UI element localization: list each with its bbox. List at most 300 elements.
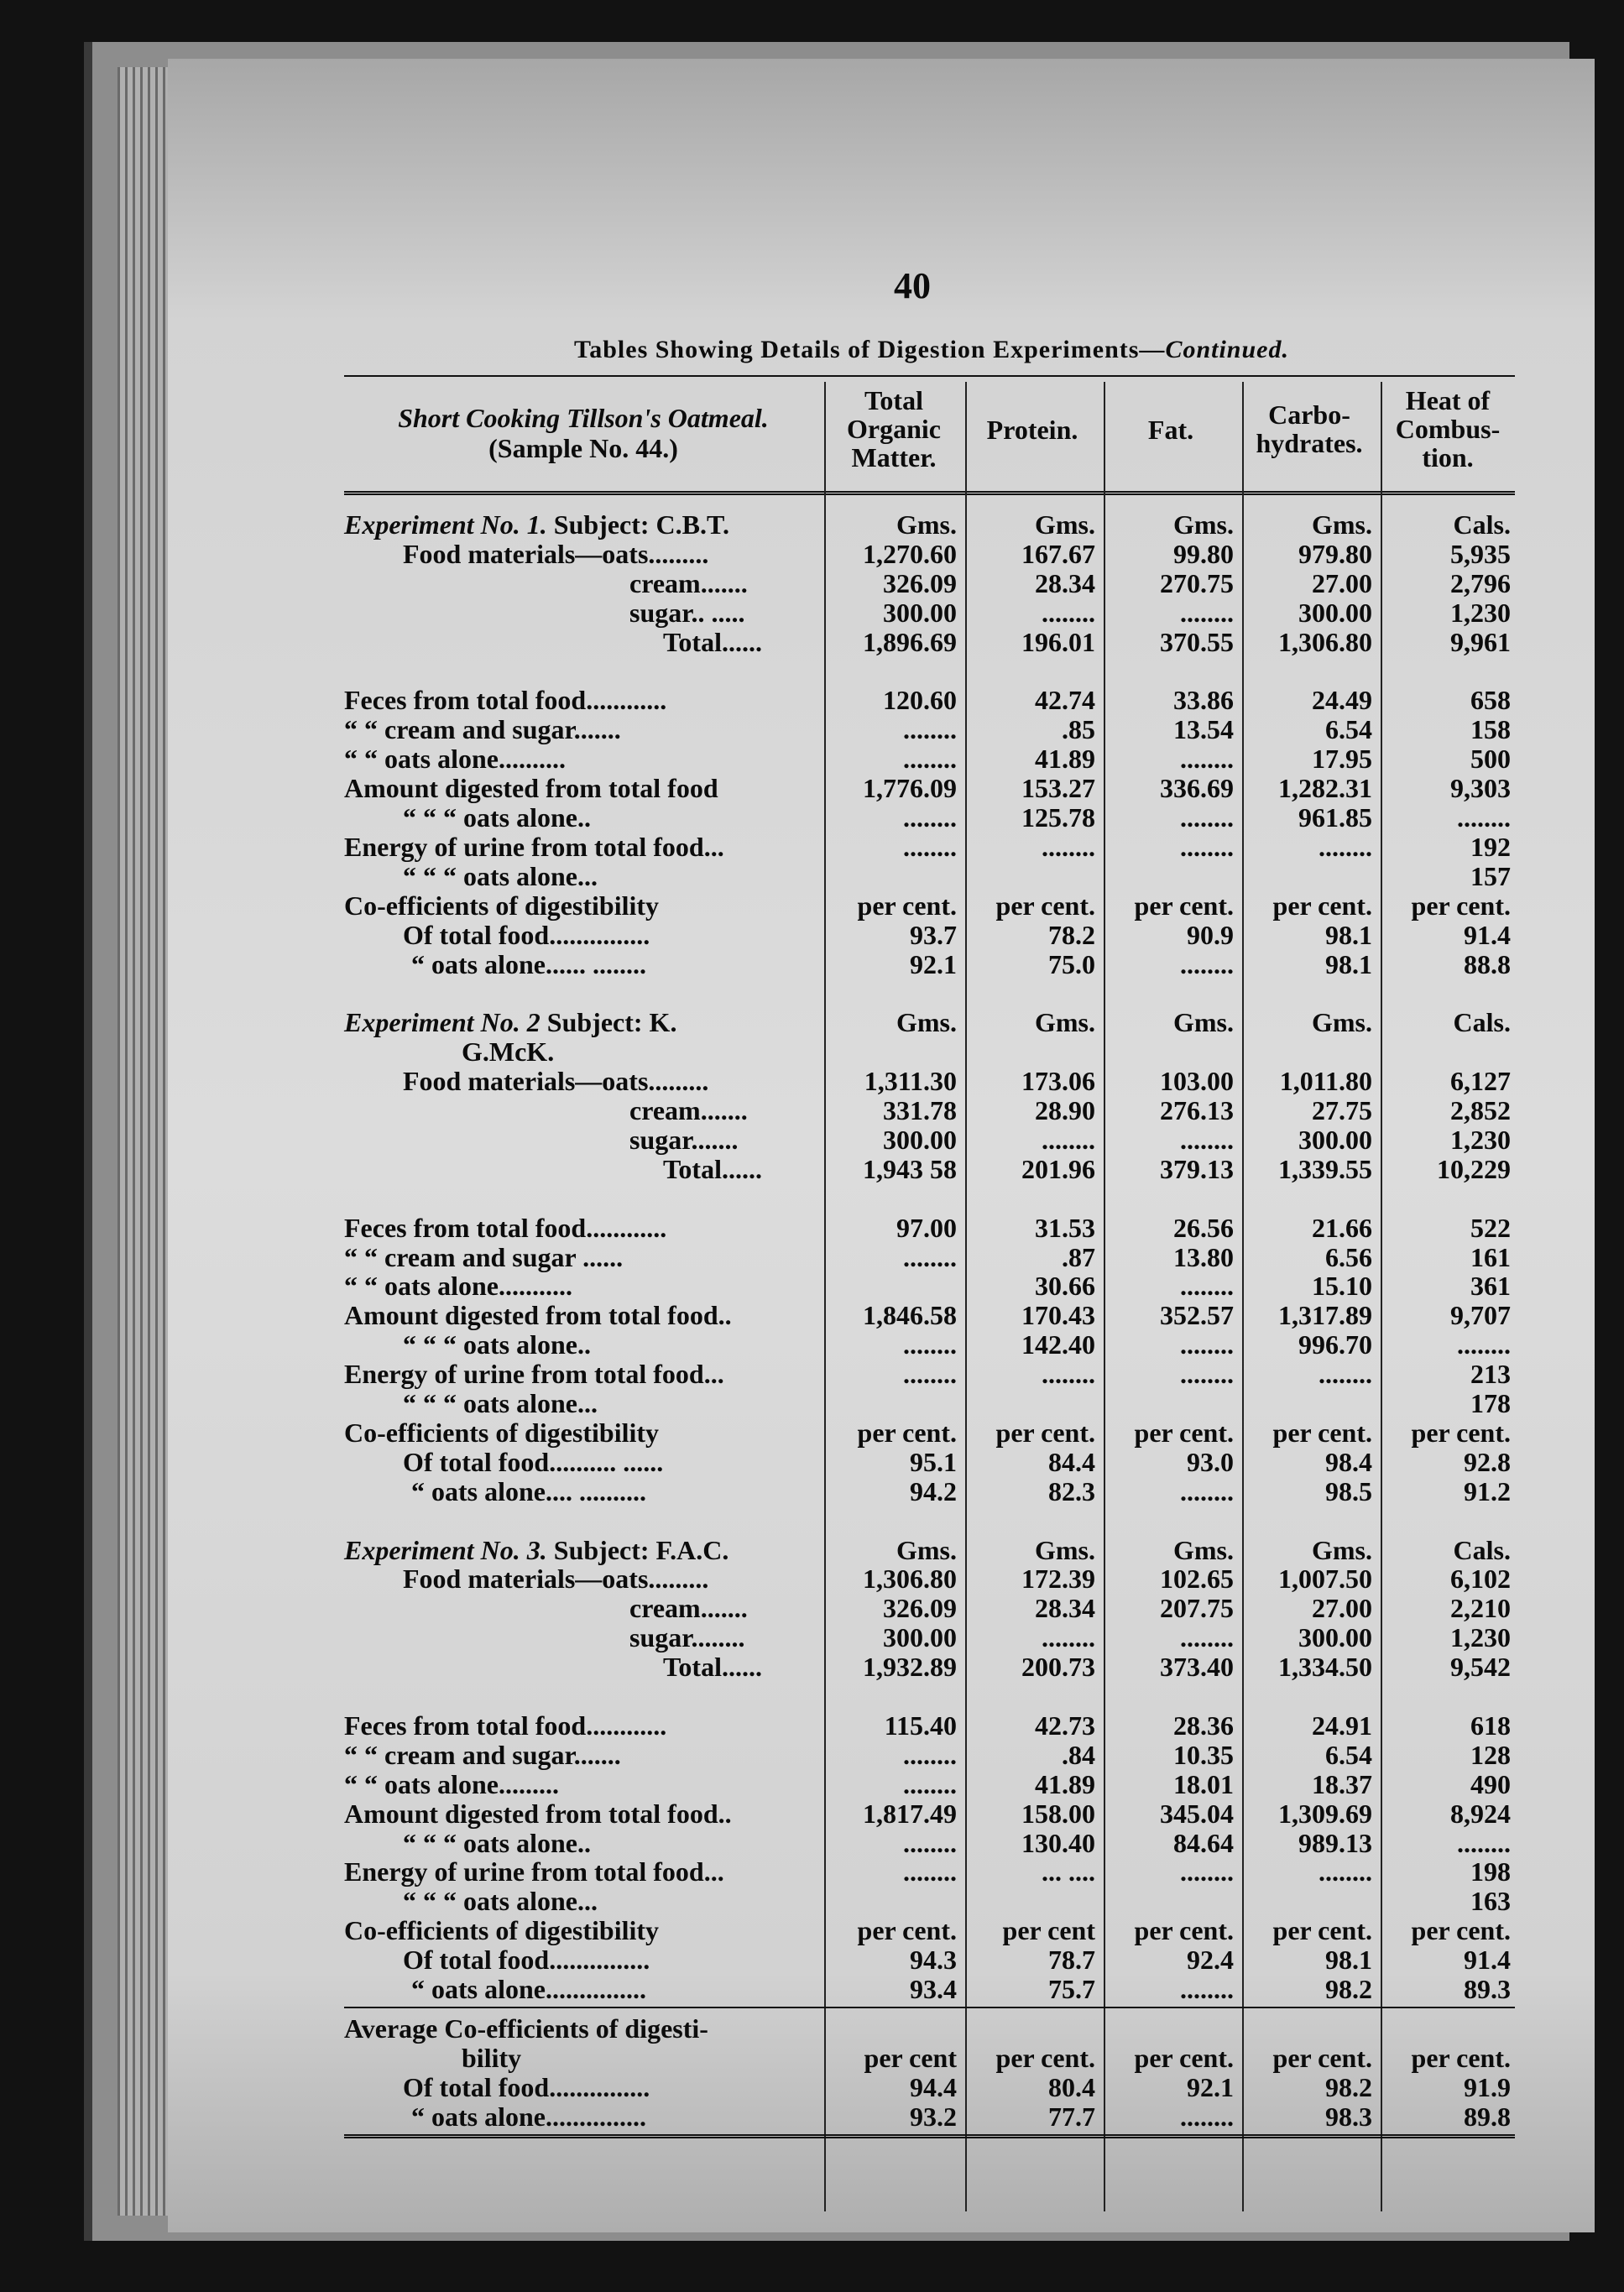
table-cell: 18.37: [1312, 1768, 1372, 1799]
table-cell: 270.75: [1160, 567, 1234, 598]
table-cell: per cent.: [995, 2042, 1095, 2073]
row-label: Average Co-efficients of digesti-: [344, 2013, 708, 2044]
table-cell: ........: [1180, 948, 1234, 979]
table-cell: ........: [1180, 1475, 1234, 1506]
table-row: [344, 1447, 1519, 1475]
table-cell: per cent.: [995, 890, 1095, 921]
table-cell: ........: [1180, 1329, 1234, 1360]
table-cell: ........: [903, 1739, 957, 1770]
table-cell: 75.7: [1048, 1974, 1095, 2004]
table-cell: 88.8: [1464, 948, 1511, 979]
table-cell: .85: [1062, 714, 1095, 745]
table-cell: 1,230: [1450, 1124, 1511, 1155]
table-cell: 93.7: [910, 919, 957, 950]
table-cell: 200.73: [1021, 1652, 1095, 1683]
table-cell: 158.00: [1021, 1798, 1095, 1829]
table-row: [344, 832, 1519, 860]
table-row: [344, 1945, 1519, 1976]
table-row: [344, 1388, 1519, 1417]
table-row: [344, 1417, 1519, 1446]
table-row: [344, 568, 1519, 597]
table-cell: 28.90: [1035, 1095, 1095, 1125]
table-cell: 379.13: [1160, 1153, 1234, 1184]
table-row: [344, 685, 1519, 716]
row-label: Energy of urine from total food...: [344, 1359, 724, 1390]
table-cell: 24.49: [1312, 685, 1372, 716]
table-cell: per cent.: [857, 890, 957, 921]
table-cell: 979.80: [1298, 538, 1372, 569]
table-cell: 98.1: [1325, 919, 1372, 950]
table-cell: 618: [1470, 1710, 1511, 1741]
row-label: “ “ oats alone..........: [344, 744, 566, 775]
table-cell: 1,011.80: [1279, 1066, 1372, 1097]
table-cell: 157: [1470, 860, 1511, 891]
table-cell: 91.2: [1464, 1475, 1511, 1506]
table-row: [344, 890, 1519, 919]
table-cell: per cent.: [1411, 2042, 1511, 2073]
table-cell: 27.00: [1312, 1593, 1372, 1624]
table-cell: 1,230: [1450, 597, 1511, 628]
table-cell: 41.89: [1035, 744, 1095, 775]
table-cell: 42.73: [1035, 1710, 1095, 1741]
table-cell: 1,306.80: [863, 1564, 957, 1595]
table-cell: per cent: [864, 2042, 957, 2073]
table-cell: 115.40: [884, 1710, 957, 1741]
row-label: Feces from total food............: [344, 685, 667, 716]
row-label: Total......: [663, 1153, 762, 1184]
row-label: bility: [462, 2042, 522, 2073]
table-row: [344, 861, 1519, 890]
table-cell: ........: [1180, 1124, 1234, 1155]
row-label: “ “ oats alone...........: [344, 1271, 572, 1302]
table-cell: 28.34: [1035, 567, 1095, 598]
table-cell: ........: [903, 831, 957, 862]
caption-continued: Continued.: [1165, 336, 1289, 363]
table-cell: 158: [1470, 714, 1511, 745]
average-heading: [344, 2043, 1519, 2071]
table-cell: 331.78: [883, 1095, 957, 1125]
table-cell: ........: [903, 1241, 957, 1272]
table-cell: per cent.: [1272, 1417, 1372, 1448]
average-heading: [344, 2013, 1519, 2042]
table-cell: 196.01: [1021, 626, 1095, 657]
table-cell: 98.2: [1325, 1974, 1372, 2004]
table-cell: 10.35: [1173, 1739, 1234, 1770]
table-cell: per cent.: [1272, 1915, 1372, 1946]
table-cell: ... ....: [1042, 1856, 1095, 1887]
table-cell: 13.80: [1173, 1241, 1234, 1272]
table-cell: 75.0: [1048, 948, 1095, 979]
table-cell: 167.67: [1021, 538, 1095, 569]
table-cell: per cent.: [1134, 1915, 1234, 1946]
page-edges: [117, 67, 168, 2216]
table-row: [344, 1799, 1519, 1827]
table-cell: per cent.: [1411, 1417, 1511, 1448]
table-cell: 1,282.31: [1278, 773, 1372, 804]
table-cell: 6,127: [1450, 1066, 1511, 1097]
table-row: [344, 1769, 1519, 1798]
table-row: [344, 1007, 1519, 1036]
table-row: [344, 1183, 1519, 1212]
table-cell: 84.64: [1173, 1827, 1234, 1858]
table-cell: ........: [1319, 1359, 1372, 1390]
table-cell: ........: [903, 1827, 957, 1858]
table-cell: 9,303: [1450, 773, 1511, 804]
table-cell: 1,309.69: [1278, 1798, 1372, 1829]
column-header-protein: Protein.: [986, 415, 1078, 445]
table-cell: 173.06: [1021, 1066, 1095, 1097]
table-cell: ........: [1180, 1622, 1234, 1653]
table-cell: Gms.: [1312, 509, 1372, 540]
row-label: “ “ “ oats alone...: [403, 1388, 598, 1418]
table-cell: 161: [1470, 1241, 1511, 1272]
table-cell: 91.4: [1464, 1945, 1511, 1976]
table-cell: 300.00: [1298, 1124, 1372, 1155]
table-cell: 345.04: [1160, 1798, 1234, 1829]
table-row: [344, 1242, 1519, 1271]
average-oats-row: [344, 2101, 1519, 2130]
row-label: “ oats alone...............: [411, 1974, 646, 2004]
table-cell: 99.80: [1173, 538, 1234, 569]
table-cell: 352.57: [1160, 1300, 1234, 1331]
table-cell: 9,961: [1450, 626, 1511, 657]
table-cell: 300.00: [883, 1124, 957, 1155]
table-cell: ........: [1180, 1271, 1234, 1302]
sample-name: Short Cooking Tillson's Oatmeal.: [398, 403, 769, 433]
table-end-rule: [344, 2134, 1515, 2138]
row-label: Total......: [663, 1652, 762, 1683]
table-cell: 1,339.55: [1278, 1153, 1372, 1184]
row-label: “ “ cream and sugar.......: [344, 714, 621, 745]
table-cell: 178: [1470, 1388, 1511, 1418]
table-cell: 326.09: [883, 1593, 957, 1624]
table-cell: 27.00: [1312, 567, 1372, 598]
table-cell: 5,935: [1450, 538, 1511, 569]
table-cell: 1,932.89: [863, 1652, 957, 1683]
table-cell: 92.1: [910, 948, 957, 979]
table-cell: 1,311.30: [864, 1066, 957, 1097]
row-label: sugar........: [629, 1622, 745, 1653]
table-cell: Gms.: [1312, 1007, 1372, 1038]
row-label: “ oats alone...... ........: [411, 948, 646, 979]
table-cell: Gms.: [896, 1007, 957, 1038]
table-cell: 2,852: [1450, 1095, 1511, 1125]
table-cell: 300.00: [883, 1622, 957, 1653]
table-cell: 89.8: [1464, 2101, 1511, 2132]
column-header-fat: Fat.: [1147, 415, 1194, 445]
table-cell: 98.5: [1325, 1475, 1372, 1506]
table-cell: 658: [1470, 685, 1511, 716]
table-cell: 13.54: [1173, 714, 1234, 745]
average-rule: [344, 2007, 1515, 2008]
table-cell: ........: [903, 1329, 957, 1360]
table-cell: Gms.: [1173, 1007, 1234, 1038]
table-cell: 9,542: [1450, 1652, 1511, 1683]
table-cell: Gms.: [1035, 1534, 1095, 1565]
table-cell: 102.65: [1160, 1564, 1234, 1595]
table-cell: 26.56: [1173, 1212, 1234, 1243]
table-row: [344, 1681, 1519, 1710]
row-label: Total......: [663, 626, 762, 657]
row-label: Of total food...............: [403, 2071, 650, 2102]
table-cell: ........: [1319, 831, 1372, 862]
table-cell: 93.0: [1187, 1446, 1234, 1477]
table-cell: 92.4: [1187, 1945, 1234, 1976]
table-row: [344, 1125, 1519, 1153]
table-cell: ........: [903, 802, 957, 833]
table-row: [344, 1710, 1519, 1739]
table-cell: 98.3: [1325, 2101, 1372, 2132]
average-total-row: [344, 2072, 1519, 2101]
row-label: sugar.. .....: [629, 597, 745, 628]
table-cell: 91.4: [1464, 919, 1511, 950]
table-row: [344, 1213, 1519, 1241]
table-cell: Gms.: [1173, 509, 1234, 540]
table-row: [344, 978, 1519, 1006]
table-row: [344, 714, 1519, 743]
row-label: “ oats alone.... ..........: [411, 1475, 646, 1506]
table-cell: Gms.: [896, 509, 957, 540]
table-cell: per cent.: [1272, 890, 1372, 921]
table-cell: ........: [1042, 831, 1095, 862]
table-cell: Cals.: [1453, 509, 1511, 540]
table-row: [344, 1329, 1519, 1358]
table-cell: 84.4: [1048, 1446, 1095, 1477]
table-row: [344, 1300, 1519, 1329]
table-row: [344, 1915, 1519, 1944]
row-label: Amount digested from total food..: [344, 1798, 732, 1829]
row-label: Of total food...............: [403, 1945, 650, 1976]
table-cell: 192: [1470, 831, 1511, 862]
table-cell: ........: [1042, 1359, 1095, 1390]
table-row: [344, 1036, 1519, 1068]
sample-title: [344, 403, 822, 463]
row-label: G.McK.: [462, 1036, 555, 1068]
column-header-carbohydrates: Carbo- hydrates.: [1256, 399, 1363, 458]
table-row: [344, 509, 1519, 538]
table-cell: 92.1: [1187, 2071, 1234, 2102]
table-cell: 153.27: [1021, 773, 1095, 804]
table-row: [344, 1622, 1519, 1651]
row-label: “ “ oats alone.........: [344, 1768, 559, 1799]
row-label: Co-efficients of digestibility: [344, 1915, 660, 1946]
table-row: [344, 1828, 1519, 1856]
row-label: cream.......: [629, 1593, 748, 1624]
table-cell: ........: [1042, 597, 1095, 628]
table-cell: 18.01: [1173, 1768, 1234, 1799]
row-label: Experiment No. 2 Subject: K.: [344, 1007, 677, 1038]
table-cell: 6.54: [1325, 1739, 1372, 1770]
table-cell: 77.7: [1048, 2101, 1095, 2132]
table-caption: [344, 336, 1519, 364]
table-row: [344, 1271, 1519, 1302]
table-cell: Gms.: [1312, 1534, 1372, 1565]
table-cell: 1,896.69: [863, 626, 957, 657]
table-cell: ........: [1180, 1359, 1234, 1390]
table-cell: 98.1: [1325, 948, 1372, 979]
table-cell: 6.56: [1325, 1241, 1372, 1272]
table-row: [344, 1652, 1519, 1683]
row-label: Amount digested from total food..: [344, 1300, 732, 1331]
row-label: Amount digested from total food: [344, 773, 718, 804]
table-cell: 94.2: [910, 1475, 957, 1506]
table-row: [344, 802, 1519, 831]
table-cell: 78.7: [1048, 1945, 1095, 1976]
table-cell: Cals.: [1453, 1007, 1511, 1038]
table-cell: 170.43: [1021, 1300, 1095, 1331]
table-cell: per cent.: [1272, 2042, 1372, 2073]
table-cell: ........: [903, 744, 957, 775]
table-cell: 172.39: [1021, 1564, 1095, 1595]
table-cell: 1,270.60: [863, 538, 957, 569]
table-cell: ........: [1457, 1329, 1511, 1360]
table-row: [344, 1359, 1519, 1390]
table-cell: 125.78: [1021, 802, 1095, 833]
table-row: [344, 1476, 1519, 1505]
table-cell: 30.66: [1035, 1271, 1095, 1302]
table-row: [344, 773, 1519, 804]
table-cell: 103.00: [1160, 1066, 1234, 1097]
row-label: Experiment No. 1. Subject: C.B.T.: [344, 509, 729, 540]
table-cell: 98.2: [1325, 2071, 1372, 2102]
table-row: [344, 1066, 1519, 1097]
table-cell: 128: [1470, 1739, 1511, 1770]
row-label: Food materials—oats.........: [403, 538, 709, 569]
table-cell: 15.10: [1312, 1271, 1372, 1302]
table-cell: ........: [1457, 802, 1511, 833]
table-cell: 2,796: [1450, 567, 1511, 598]
row-label: Feces from total food............: [344, 1212, 667, 1243]
table-row: [344, 1095, 1519, 1124]
table-row: [344, 1564, 1519, 1595]
table-cell: 6.54: [1325, 714, 1372, 745]
header-top-rule: [344, 375, 1515, 377]
row-label: Co-efficients of digestibility: [344, 890, 660, 921]
table-row: [344, 598, 1519, 626]
table-cell: ........: [1180, 802, 1234, 833]
table-cell: ........: [1180, 1974, 1234, 2004]
table-cell: 207.75: [1160, 1593, 1234, 1624]
table-cell: 90.9: [1187, 919, 1234, 950]
table-cell: 93.4: [910, 1974, 957, 2004]
table-cell: 91.9: [1464, 2071, 1511, 2102]
column-header-heat-of-combustion: Heat of Combus- tion.: [1395, 385, 1501, 472]
table-cell: 1,846.58: [863, 1300, 957, 1331]
table-cell: 336.69: [1160, 773, 1234, 804]
table-cell: 10,229: [1437, 1153, 1511, 1184]
table-cell: 41.89: [1035, 1768, 1095, 1799]
table-cell: 92.8: [1464, 1446, 1511, 1477]
table-cell: ........: [1180, 597, 1234, 628]
table-cell: 8,924: [1450, 1798, 1511, 1829]
table-row: [344, 1740, 1519, 1768]
table-cell: 1,306.80: [1278, 626, 1372, 657]
column-header-organic-matter: Total Organic Matter.: [847, 385, 941, 472]
table-row: [344, 627, 1519, 655]
table-cell: Gms.: [896, 1534, 957, 1565]
table-cell: 31.53: [1035, 1212, 1095, 1243]
row-label: “ “ cream and sugar ......: [344, 1241, 624, 1272]
table-cell: 27.75: [1312, 1095, 1372, 1125]
table-cell: 130.40: [1021, 1827, 1095, 1858]
table-row: [344, 920, 1519, 948]
table-cell: ........: [1180, 744, 1234, 775]
row-label: “ “ “ oats alone..: [403, 1329, 591, 1360]
page-number: 40: [894, 265, 931, 306]
table-cell: 6,102: [1450, 1564, 1511, 1595]
row-label: Energy of urine from total food...: [344, 1856, 724, 1887]
table-cell: 522: [1470, 1212, 1511, 1243]
table-cell: Gms.: [1035, 509, 1095, 540]
table-cell: 93.2: [910, 2101, 957, 2132]
table-row: [344, 1154, 1519, 1183]
table-cell: 97.00: [896, 1212, 957, 1243]
table-cell: 1,007.50: [1278, 1564, 1372, 1595]
row-label: “ “ “ oats alone..: [403, 802, 591, 833]
table-cell: ........: [903, 1856, 957, 1887]
table-cell: 28.34: [1035, 1593, 1095, 1624]
table-cell: ........: [1042, 1124, 1095, 1155]
table-cell: 1,817.49: [863, 1798, 957, 1829]
table-cell: 94.3: [910, 1945, 957, 1976]
table-cell: 17.95: [1312, 744, 1372, 775]
row-label: cream.......: [629, 1095, 748, 1125]
table-cell: 961.85: [1298, 802, 1372, 833]
table-cell: 300.00: [1298, 1622, 1372, 1653]
table-cell: 1,776.09: [863, 773, 957, 804]
table-cell: 2,210: [1450, 1593, 1511, 1624]
row-label: “ “ “ oats alone...: [403, 860, 598, 891]
caption-main: Tables Showing Details of Digestion Experiments—: [573, 336, 1166, 363]
row-label: Feces from total food............: [344, 1710, 667, 1741]
table-cell: ........: [1042, 1622, 1095, 1653]
table-cell: .84: [1062, 1739, 1095, 1770]
row-label: Co-efficients of digestibility: [344, 1417, 660, 1448]
table-row: [344, 1856, 1519, 1885]
row-label: cream.......: [629, 567, 748, 598]
table-cell: per cent.: [1411, 1915, 1511, 1946]
table-row: [344, 1974, 1519, 2002]
table-cell: per cent.: [1134, 1417, 1234, 1448]
table-cell: ........: [1457, 1827, 1511, 1858]
table-cell: 78.2: [1048, 919, 1095, 950]
table-row: [344, 744, 1519, 775]
table-cell: 9,707: [1450, 1300, 1511, 1331]
table-row: [344, 949, 1519, 978]
table-cell: ........: [903, 1359, 957, 1390]
row-label: “ “ “ oats alone..: [403, 1827, 591, 1858]
table-cell: 326.09: [883, 567, 957, 598]
row-label: Experiment No. 3. Subject: F.A.C.: [344, 1534, 729, 1565]
table-cell: 42.74: [1035, 685, 1095, 716]
table-cell: 98.4: [1325, 1446, 1372, 1477]
table-cell: ........: [1180, 1856, 1234, 1887]
table-cell: Cals.: [1453, 1534, 1511, 1565]
table-cell: ........: [1180, 2101, 1234, 2132]
sample-number: (Sample No. 44.): [488, 433, 678, 463]
table-row: [344, 1593, 1519, 1624]
table-cell: 300.00: [883, 597, 957, 628]
table-cell: 996.70: [1298, 1329, 1372, 1360]
table-row: [344, 656, 1519, 685]
table-cell: 28.36: [1173, 1710, 1234, 1741]
table-cell: 24.91: [1312, 1710, 1372, 1741]
row-label: sugar.......: [629, 1124, 739, 1155]
table-cell: Gms.: [1035, 1007, 1095, 1038]
table-cell: 1,334.50: [1278, 1652, 1372, 1683]
table-cell: 33.86: [1173, 685, 1234, 716]
table-cell: 373.40: [1160, 1652, 1234, 1683]
